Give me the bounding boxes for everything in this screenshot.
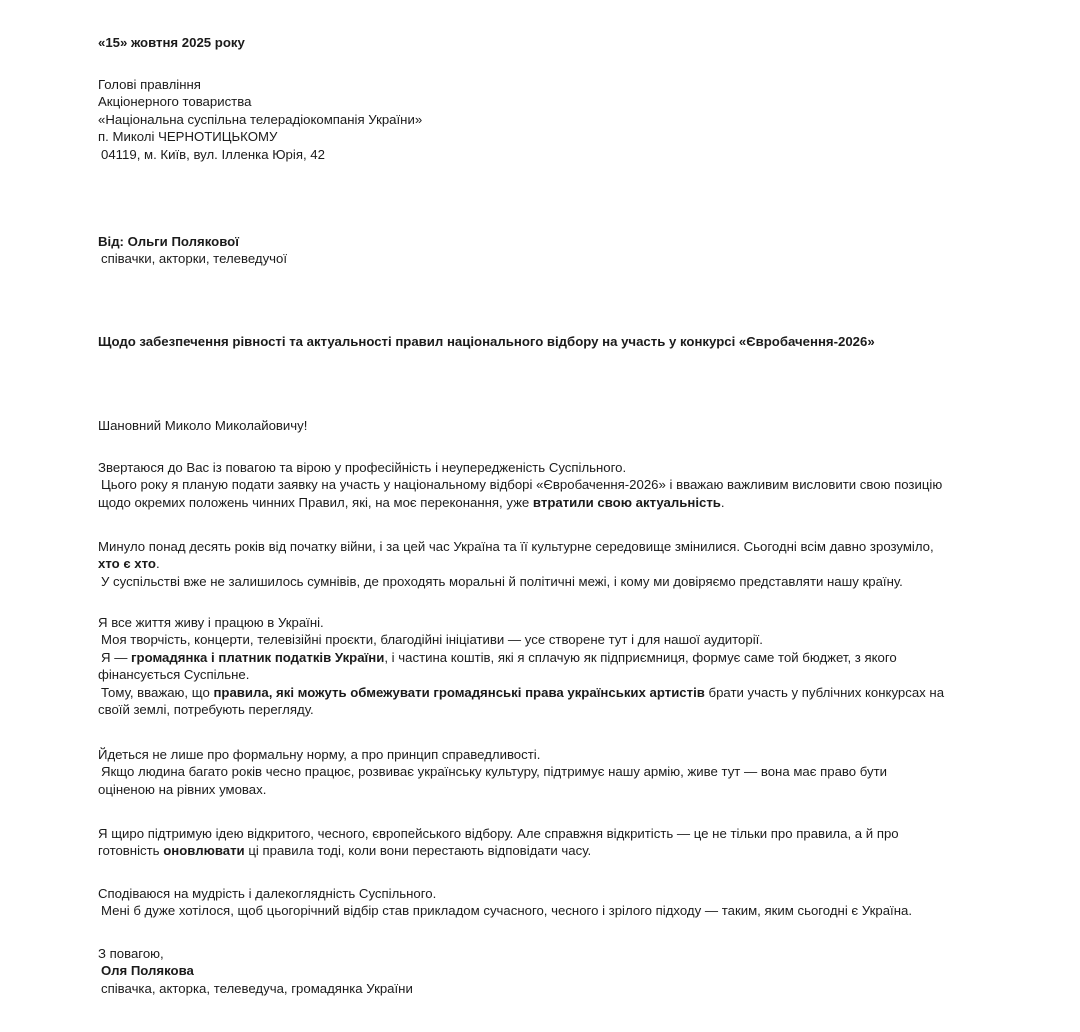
addressee-line: п. Миколі ЧЕРНОТИЦЬКОМУ <box>98 129 278 145</box>
addressee-block <box>98 76 998 163</box>
addressee-line: Голові правління <box>98 77 201 92</box>
sender-label: Від: Ольги Полякової <box>98 234 239 249</box>
paragraph-4: Йдеться не лише про формальну норму, а про принцип справедливості. Якщо людина багато років чесно працює, розвиває українську культуру, підтримує нашу армію, живе тут — вона має право бути оціненою на рівних умовах. <box>98 747 888 797</box>
sender-block <box>98 233 998 268</box>
letter-subject: Щодо забезпечення рівності та актуальності правил національного відбору на участь у конкурсі «Євробачення-2026» <box>98 334 875 349</box>
addressee-address: 04119, м. Київ, вул. Ілленка Юрія, 42 <box>101 146 325 162</box>
signer-name: Оля Полякова <box>101 963 194 979</box>
addressee-line: «Національна суспільна телерадіокомпанія України» <box>98 111 423 127</box>
paragraph-6: Сподіваюся на мудрість і далекоглядність Суспільного. Мені б дуже хотілося, щоб цьогорічний відбір став прикладом сучасного, чесного і зрілого підходу — таким, яким сьогодні є Україна. <box>98 886 912 919</box>
paragraph-5: Я щиро підтримую ідею відкритого, чесного, європейського відбору. Але справжня відкритість — це не тільки про правила, а й про готовність оновлювати ці правила тоді, коли вони перестають відповідати часу. <box>98 826 899 859</box>
signature-block <box>98 945 998 997</box>
letter-greeting: Шановний Миколо Миколайовичу! <box>98 418 308 433</box>
closing-regards: З повагою, <box>98 946 164 961</box>
sender-role: співачки, акторки, телеведучої <box>101 251 288 267</box>
signer-title: співачка, акторка, телеведуча, громадянка України <box>101 980 413 996</box>
paragraph-1: Звертаюся до Вас із повагою та вірою у професійність і неупередженість Суспільного. Цього року я планую подати заявку на участь у національному відборі «Євробачення-2026» і вважаю важливим висловити свою позицію щодо окремих положень чинних Правил, які, на моє переконання, уже втратили свою актуальність. <box>98 460 943 510</box>
paragraph-3: Я все життя живу і працюю в Україні. Моя творчість, концерти, телевізійні проєкти, благодійні ініціативи — усе створене тут і для нашої аудиторії. Я — громадянка і платник податків України, і частина коштів, які я сплачую як підприємниця, формує саме той бюджет, з якого фінансується Суспільне. Тому, вважаю, що правила, які можуть обмежувати громадянські права українських артистів брати участь у публічних конкурсах на своїй землі, потребують перегляду. <box>98 615 945 718</box>
paragraph-2: Минуло понад десять років від початку війни, і за цей час Україна та її культурне середовище змінилися. Сьогодні всім давно зрозуміло, хто є хто. У суспільстві вже не залишилось сумнівів, де проходять моральні й політичні межі, і кому ми довіряємо представляти нашу країну. <box>98 539 934 589</box>
letter-date: «15» жовтня 2025 року <box>98 35 245 50</box>
addressee-line: Акціонерного товариства <box>98 94 252 110</box>
